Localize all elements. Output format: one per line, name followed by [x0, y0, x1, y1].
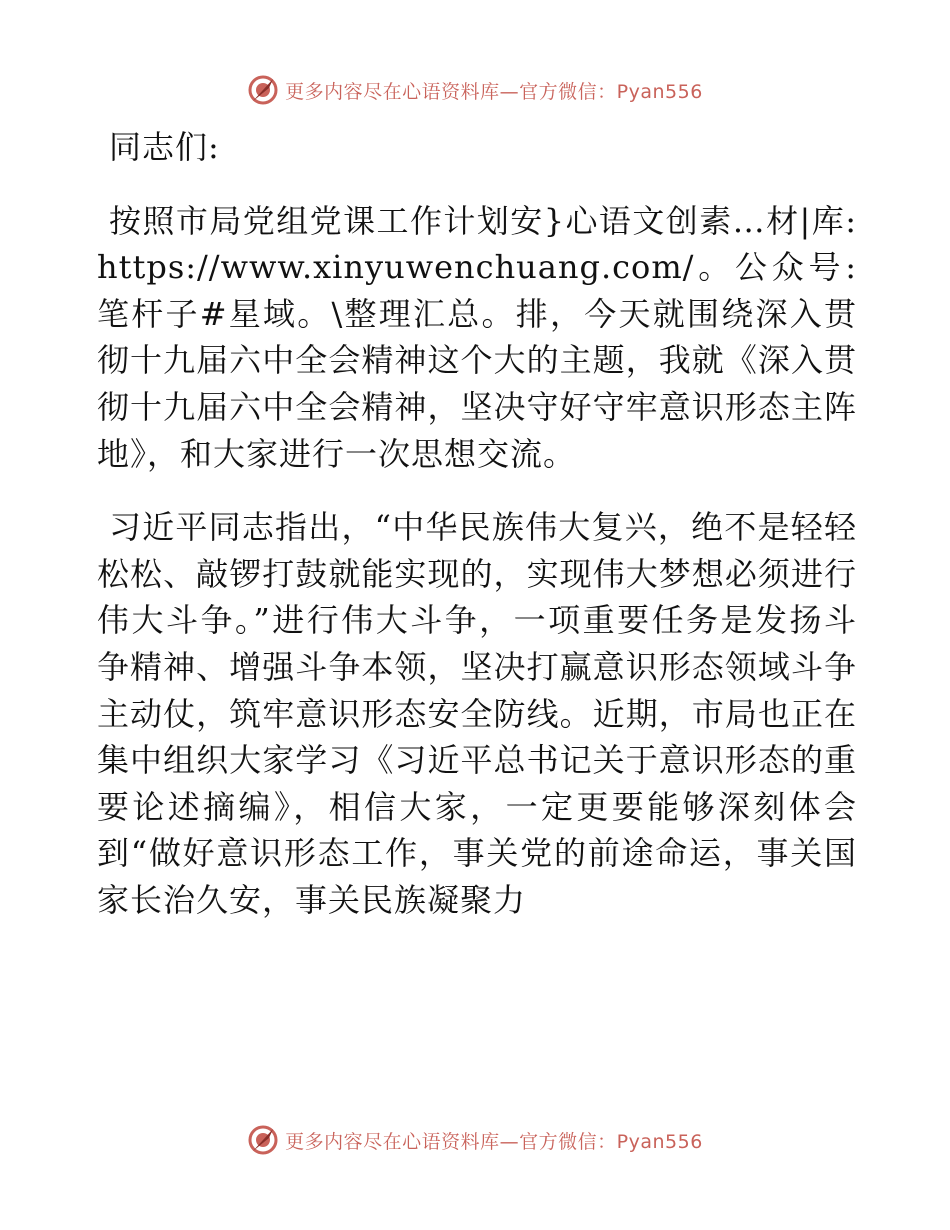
footer-banner — [0, 1120, 950, 1160]
paragraph-2: 习近平同志指出，“中华民族伟大复兴，绝不是轻轻松松、敲锣打鼓就能实现的，实现伟大梦想必须进行伟大斗争。”进行伟大斗争，一项重要任务是发扬斗争精神、增强斗争本领，坚决打赢意识形态领域斗争主动仗，筑牢意识形态安全防线。近期，市局也正在集中组织大家学习《习近平总书记关于意识形态的重要论述摘编》，相信大家，一定更要能够深刻体会到“做好意识形态工作，事关党的前途命运，事关国家长治久安，事关民族凝聚力 — [97, 508, 857, 919]
header-banner — [0, 70, 950, 110]
document-body — [97, 124, 857, 951]
salutation: 同志们: — [109, 128, 220, 166]
feather-seal-icon — [247, 1124, 279, 1156]
feather-seal-icon — [247, 74, 279, 106]
paragraph-1: 按照市局党组党课工作计划安}心语文创素…材|库: https://www.xinyuwenchuang.com/。公众号: 笔杆子#星域。\整理汇总。排，今天就围绕深入贯彻十九届六中全会精神这个大的主题，我就《深入贯彻十九届六中全会精神，坚决守好守牢意识形态主阵地》，和大家进行一次思想交流。 — [97, 201, 857, 473]
footer-banner-text: 更多内容尽在心语资料库—官方微信：Pyan556 — [285, 1130, 703, 1153]
header-banner-text: 更多内容尽在心语资料库—官方微信：Pyan556 — [285, 80, 703, 103]
